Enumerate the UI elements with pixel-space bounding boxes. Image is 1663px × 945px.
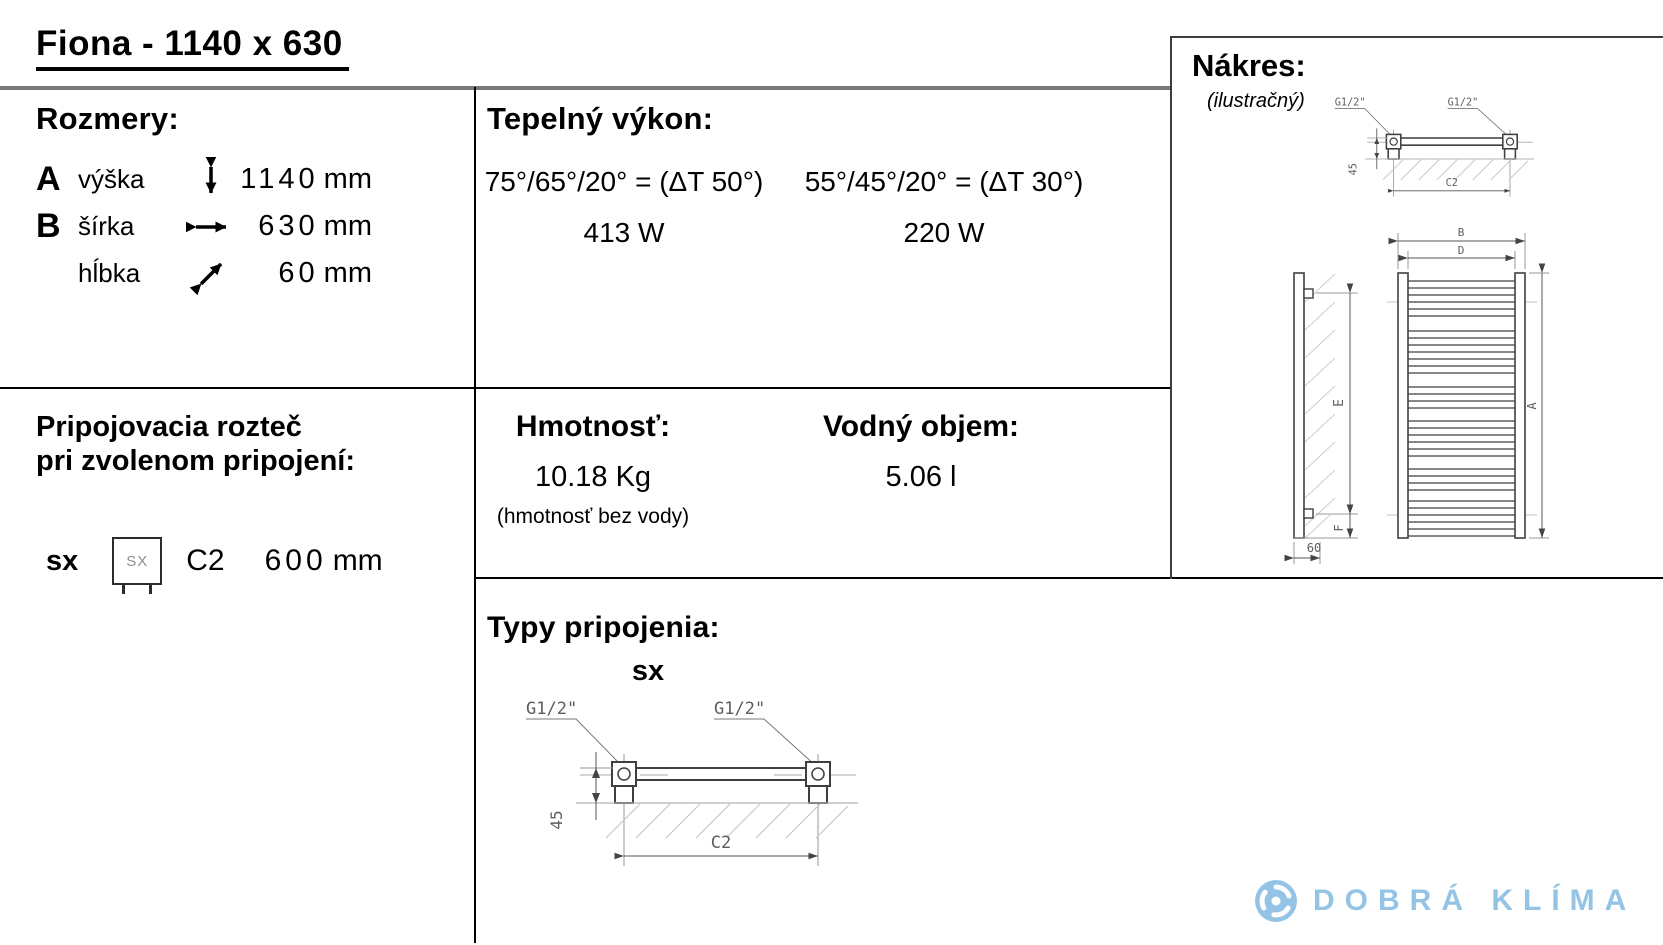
nakres-span-label: C2: [1445, 178, 1458, 189]
nakres-front-view-drawing: [1385, 225, 1560, 560]
divider-horizontal-1: [0, 387, 1172, 389]
rozmery-rows: [36, 156, 372, 297]
height-unit: mm: [323, 163, 372, 195]
divider-under-title: [0, 86, 1170, 90]
side-bottom-offset-label: F: [1332, 524, 1346, 532]
nakres-subheading: (ilustračný): [1207, 90, 1305, 112]
span-label: C2: [710, 833, 732, 853]
logo-text: DOBRÁ KLÍMA: [1313, 884, 1637, 917]
thermal-column-dt30: [805, 166, 1084, 249]
water-volume-heading: Vodný objem:: [822, 410, 1020, 443]
nakres-wall-offset-label: 45: [1348, 163, 1360, 176]
thermal-formula-dt50: 75°/65°/20° = (ΔT 50°): [484, 166, 764, 197]
spacing-code: C2: [186, 544, 225, 577]
width-label: šírka: [78, 211, 135, 241]
sx-connection-icon-label: SX: [126, 552, 149, 570]
typy-pripojenia-heading: Typy pripojenia:: [487, 611, 720, 644]
rozmery-heading: Rozmery:: [36, 101, 179, 136]
width-unit: mm: [323, 210, 372, 242]
nakres-heading: Nákres:: [1192, 48, 1306, 83]
width-row: [36, 203, 372, 250]
thermal-value-dt30: 220 W: [903, 217, 985, 248]
height-arrow-icon: [182, 157, 240, 203]
spacing-unit: mm: [332, 544, 383, 577]
radiator-rungs: [1408, 281, 1515, 536]
pripojovacia-heading-line1: Pripojovacia rozteč: [36, 411, 302, 443]
sx-connection-drawing: [518, 698, 858, 878]
depth-value: 60: [278, 257, 319, 289]
depth-label: hĺbka: [78, 258, 141, 288]
thermal-value-dt50: 413 W: [583, 217, 665, 248]
thermal-formula-dt30: 55°/45°/20° = (ΔT 30°): [804, 166, 1084, 197]
thread-label-right: G1/2": [714, 699, 766, 719]
height-row: [36, 156, 372, 203]
height-value: 1140: [240, 163, 319, 195]
connection-type-label: sx: [46, 544, 79, 577]
weight-value: 10.18 Kg: [534, 461, 652, 493]
width-arrow-icon: [182, 212, 240, 242]
height-label: výška: [78, 164, 145, 194]
typy-sx-label: sx: [631, 655, 665, 687]
water-volume-block: [823, 410, 1019, 494]
depth-unit: mm: [323, 257, 372, 289]
weight-note: (hmotnosť bez vody): [496, 505, 690, 528]
nakres-topview-drawing: [1330, 96, 1534, 204]
company-logo: [1253, 878, 1636, 924]
pripojovacia-heading: [36, 410, 355, 478]
water-volume-value: 5.06 l: [885, 461, 957, 493]
tepelny-vykon-heading: Tepelný výkon:: [487, 101, 714, 136]
thermal-column-dt50: [485, 166, 764, 249]
nakres-thread-label-left: G1/2": [1334, 97, 1366, 109]
logo-swirl-icon: [1253, 878, 1299, 924]
nakres-thread-label-right: G1/2": [1447, 97, 1479, 109]
sx-icon-leg-left: [122, 585, 125, 594]
height-letter: A: [36, 160, 61, 198]
page-title: Fiona - 1140 x 630: [36, 24, 349, 71]
weight-block: [497, 410, 689, 529]
front-height-label: A: [1525, 402, 1539, 410]
sx-connection-icon: [112, 537, 162, 585]
side-depth-label: 60: [1306, 541, 1322, 555]
side-spacing-label: E: [1332, 399, 1347, 407]
width-letter: B: [36, 207, 61, 245]
wall-offset-label: 45: [547, 810, 566, 830]
width-value: 630: [258, 210, 319, 242]
pripojovacia-row: [46, 537, 383, 585]
depth-arrow-icon: [182, 252, 240, 296]
thread-label-left: G1/2": [526, 699, 578, 719]
weight-heading: Hmotnosť:: [515, 410, 671, 443]
divider-vertical: [474, 87, 476, 943]
front-width-outer-label: B: [1457, 226, 1465, 239]
depth-row: [36, 250, 372, 297]
pripojovacia-heading-line2: pri zvolenom pripojení:: [36, 445, 356, 478]
nakres-side-view-drawing: [1268, 250, 1378, 580]
spacing-value: 600: [264, 544, 327, 577]
front-width-inner-label: D: [1457, 244, 1465, 257]
sx-icon-leg-right: [149, 585, 152, 594]
